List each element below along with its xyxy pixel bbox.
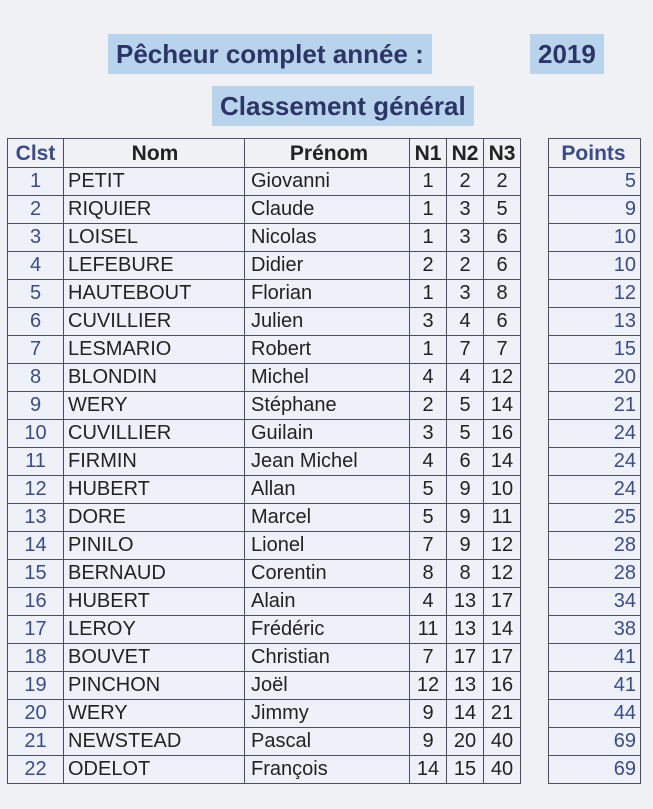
table-row	[8, 616, 521, 644]
cell-n2: 3	[447, 280, 484, 308]
cell-n3: 16	[484, 672, 521, 700]
cell-n2: 2	[447, 168, 484, 196]
cell-clst: 14	[8, 532, 64, 560]
cell-prenom: Alain	[245, 588, 410, 616]
cell-n3: 17	[484, 644, 521, 672]
cell-points: 24	[549, 420, 641, 448]
cell-nom: PETIT	[64, 168, 245, 196]
cell-prenom: Pascal	[245, 728, 410, 756]
cell-prenom: Jean Michel	[245, 448, 410, 476]
cell-n1: 1	[410, 224, 447, 252]
cell-nom: CUVILLIER	[64, 420, 245, 448]
table-row	[8, 644, 521, 672]
header-clst: Clst	[8, 139, 64, 168]
cell-prenom: Julien	[245, 308, 410, 336]
cell-clst: 3	[8, 224, 64, 252]
cell-n3: 14	[484, 448, 521, 476]
cell-n1: 9	[410, 700, 447, 728]
cell-n3: 40	[484, 728, 521, 756]
cell-nom: WERY	[64, 392, 245, 420]
cell-nom: ODELOT	[64, 756, 245, 784]
ranking-table	[7, 138, 521, 784]
cell-n2: 13	[447, 672, 484, 700]
cell-prenom: Marcel	[245, 504, 410, 532]
cell-clst: 16	[8, 588, 64, 616]
points-row	[549, 756, 641, 784]
cell-n3: 2	[484, 168, 521, 196]
cell-clst: 7	[8, 336, 64, 364]
cell-clst: 5	[8, 280, 64, 308]
header-n1: N1	[410, 139, 447, 168]
cell-n3: 14	[484, 616, 521, 644]
points-row	[549, 448, 641, 476]
points-row	[549, 224, 641, 252]
table-row	[8, 308, 521, 336]
cell-clst: 15	[8, 560, 64, 588]
cell-clst: 18	[8, 644, 64, 672]
cell-points: 15	[549, 336, 641, 364]
table-row	[8, 700, 521, 728]
points-row	[549, 700, 641, 728]
cell-clst: 13	[8, 504, 64, 532]
cell-nom: BLONDIN	[64, 364, 245, 392]
header-n2: N2	[447, 139, 484, 168]
cell-n1: 2	[410, 392, 447, 420]
cell-points: 24	[549, 448, 641, 476]
cell-clst: 19	[8, 672, 64, 700]
cell-n3: 21	[484, 700, 521, 728]
table-row	[8, 728, 521, 756]
cell-nom: WERY	[64, 700, 245, 728]
cell-n2: 5	[447, 420, 484, 448]
cell-points: 13	[549, 308, 641, 336]
cell-prenom: Stéphane	[245, 392, 410, 420]
cell-prenom: Didier	[245, 252, 410, 280]
cell-n1: 14	[410, 756, 447, 784]
table-row	[8, 476, 521, 504]
cell-clst: 21	[8, 728, 64, 756]
cell-points: 9	[549, 196, 641, 224]
cell-prenom: Corentin	[245, 560, 410, 588]
cell-n1: 11	[410, 616, 447, 644]
table-row	[8, 560, 521, 588]
cell-n1: 1	[410, 280, 447, 308]
cell-n2: 7	[447, 336, 484, 364]
cell-n2: 6	[447, 448, 484, 476]
points-row	[549, 672, 641, 700]
cell-prenom: Nicolas	[245, 224, 410, 252]
cell-clst: 11	[8, 448, 64, 476]
cell-clst: 20	[8, 700, 64, 728]
cell-nom: RIQUIER	[64, 196, 245, 224]
table-row	[8, 756, 521, 784]
cell-clst: 9	[8, 392, 64, 420]
points-row	[549, 532, 641, 560]
cell-n3: 6	[484, 252, 521, 280]
cell-n1: 8	[410, 560, 447, 588]
cell-clst: 2	[8, 196, 64, 224]
cell-n1: 9	[410, 728, 447, 756]
cell-n1: 1	[410, 196, 447, 224]
header-n3: N3	[484, 139, 521, 168]
cell-n1: 1	[410, 336, 447, 364]
cell-n3: 8	[484, 280, 521, 308]
points-row	[549, 168, 641, 196]
table-row	[8, 280, 521, 308]
points-row	[549, 476, 641, 504]
points-row	[549, 728, 641, 756]
cell-clst: 6	[8, 308, 64, 336]
cell-n3: 5	[484, 196, 521, 224]
table-row	[8, 532, 521, 560]
cell-prenom: Frédéric	[245, 616, 410, 644]
table-row	[8, 504, 521, 532]
cell-n3: 7	[484, 336, 521, 364]
cell-prenom: Christian	[245, 644, 410, 672]
cell-points: 28	[549, 560, 641, 588]
cell-n1: 2	[410, 252, 447, 280]
cell-n2: 4	[447, 364, 484, 392]
cell-points: 44	[549, 700, 641, 728]
cell-n1: 4	[410, 364, 447, 392]
points-row	[549, 308, 641, 336]
cell-n2: 3	[447, 196, 484, 224]
cell-clst: 22	[8, 756, 64, 784]
cell-clst: 12	[8, 476, 64, 504]
cell-n1: 4	[410, 588, 447, 616]
points-table	[548, 138, 641, 784]
table-row	[8, 364, 521, 392]
cell-n1: 7	[410, 532, 447, 560]
cell-clst: 10	[8, 420, 64, 448]
points-row	[549, 364, 641, 392]
cell-n1: 7	[410, 644, 447, 672]
cell-n2: 9	[447, 476, 484, 504]
cell-n1: 5	[410, 504, 447, 532]
cell-prenom: Florian	[245, 280, 410, 308]
cell-nom: LOISEL	[64, 224, 245, 252]
cell-prenom: Giovanni	[245, 168, 410, 196]
cell-nom: PINCHON	[64, 672, 245, 700]
cell-points: 34	[549, 588, 641, 616]
cell-nom: HUBERT	[64, 588, 245, 616]
points-row	[549, 644, 641, 672]
cell-n3: 12	[484, 532, 521, 560]
cell-n3: 17	[484, 588, 521, 616]
table-row	[8, 168, 521, 196]
cell-prenom: Jimmy	[245, 700, 410, 728]
cell-n3: 6	[484, 224, 521, 252]
cell-nom: HUBERT	[64, 476, 245, 504]
cell-clst: 8	[8, 364, 64, 392]
cell-n2: 3	[447, 224, 484, 252]
points-row	[549, 252, 641, 280]
cell-n2: 4	[447, 308, 484, 336]
cell-points: 28	[549, 532, 641, 560]
cell-nom: PINILO	[64, 532, 245, 560]
cell-n3: 11	[484, 504, 521, 532]
cell-points: 41	[549, 672, 641, 700]
table-row	[8, 336, 521, 364]
cell-prenom: Michel	[245, 364, 410, 392]
header-nom: Nom	[64, 139, 245, 168]
cell-n3: 12	[484, 560, 521, 588]
cell-n1: 12	[410, 672, 447, 700]
cell-nom: FIRMIN	[64, 448, 245, 476]
table-row	[8, 588, 521, 616]
cell-points: 24	[549, 476, 641, 504]
cell-n1: 1	[410, 168, 447, 196]
cell-n3: 6	[484, 308, 521, 336]
cell-n2: 20	[447, 728, 484, 756]
cell-nom: LEFEBURE	[64, 252, 245, 280]
header-row	[8, 139, 521, 168]
header-points: Points	[549, 139, 641, 168]
points-row	[549, 420, 641, 448]
cell-nom: CUVILLIER	[64, 308, 245, 336]
cell-prenom: Robert	[245, 336, 410, 364]
cell-points: 20	[549, 364, 641, 392]
cell-prenom: François	[245, 756, 410, 784]
cell-n2: 14	[447, 700, 484, 728]
cell-n1: 4	[410, 448, 447, 476]
cell-n1: 3	[410, 420, 447, 448]
cell-clst: 1	[8, 168, 64, 196]
cell-prenom: Guilain	[245, 420, 410, 448]
cell-points: 21	[549, 392, 641, 420]
cell-points: 25	[549, 504, 641, 532]
table-row	[8, 672, 521, 700]
cell-n2: 8	[447, 560, 484, 588]
table-row	[8, 392, 521, 420]
cell-prenom: Allan	[245, 476, 410, 504]
header-prenom: Prénom	[245, 139, 410, 168]
table-row	[8, 196, 521, 224]
cell-prenom: Lionel	[245, 532, 410, 560]
cell-nom: LESMARIO	[64, 336, 245, 364]
cell-points: 10	[549, 252, 641, 280]
points-row	[549, 560, 641, 588]
table-row	[8, 448, 521, 476]
cell-clst: 17	[8, 616, 64, 644]
cell-n2: 17	[447, 644, 484, 672]
cell-nom: LEROY	[64, 616, 245, 644]
cell-clst: 4	[8, 252, 64, 280]
points-row	[549, 196, 641, 224]
table-row	[8, 224, 521, 252]
cell-n2: 9	[447, 504, 484, 532]
cell-points: 12	[549, 280, 641, 308]
cell-nom: NEWSTEAD	[64, 728, 245, 756]
title-year: 2019	[530, 34, 604, 74]
cell-n1: 5	[410, 476, 447, 504]
cell-n2: 13	[447, 616, 484, 644]
table-row	[8, 420, 521, 448]
cell-n2: 15	[447, 756, 484, 784]
cell-points: 69	[549, 756, 641, 784]
cell-points: 41	[549, 644, 641, 672]
cell-n3: 40	[484, 756, 521, 784]
cell-nom: HAUTEBOUT	[64, 280, 245, 308]
points-header-row	[549, 139, 641, 168]
cell-n2: 13	[447, 588, 484, 616]
cell-prenom: Claude	[245, 196, 410, 224]
cell-nom: DORE	[64, 504, 245, 532]
cell-points: 38	[549, 616, 641, 644]
points-row	[549, 392, 641, 420]
cell-n3: 12	[484, 364, 521, 392]
points-row	[549, 616, 641, 644]
points-row	[549, 280, 641, 308]
points-row	[549, 588, 641, 616]
points-row	[549, 504, 641, 532]
cell-points: 69	[549, 728, 641, 756]
cell-n2: 5	[447, 392, 484, 420]
cell-n1: 3	[410, 308, 447, 336]
title-classement: Classement général	[212, 86, 474, 126]
cell-nom: BOUVET	[64, 644, 245, 672]
title-line1: Pêcheur complet année :	[108, 34, 432, 74]
cell-n2: 9	[447, 532, 484, 560]
cell-points: 5	[549, 168, 641, 196]
cell-n3: 16	[484, 420, 521, 448]
cell-points: 10	[549, 224, 641, 252]
cell-n3: 10	[484, 476, 521, 504]
cell-prenom: Joël	[245, 672, 410, 700]
cell-n2: 2	[447, 252, 484, 280]
table-row	[8, 252, 521, 280]
cell-n3: 14	[484, 392, 521, 420]
cell-nom: BERNAUD	[64, 560, 245, 588]
points-row	[549, 336, 641, 364]
